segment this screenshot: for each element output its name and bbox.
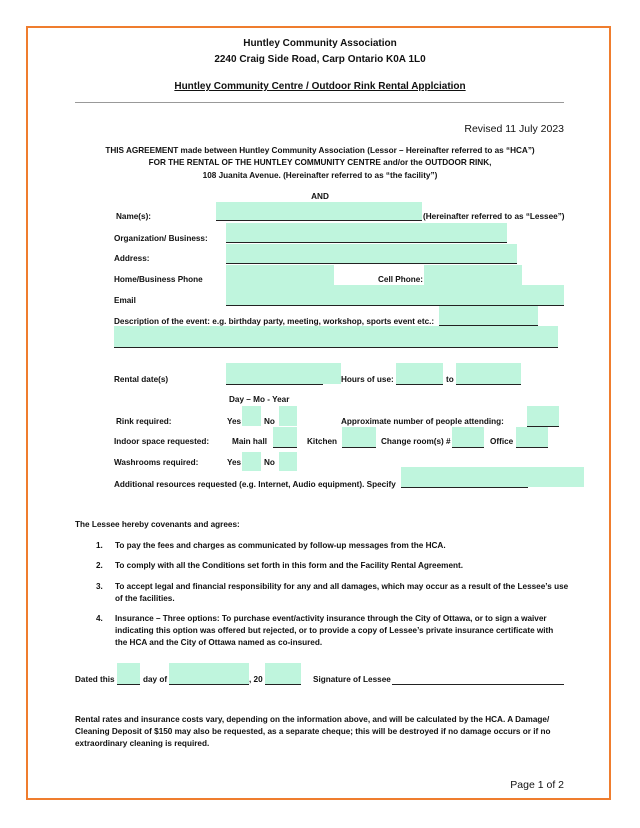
kitchen-label: Kitchen — [307, 437, 338, 446]
address-underline — [226, 263, 517, 264]
footer-note-line-1: Rental rates and insurance costs vary, depending on the information above, and will be calculated by the HCA. A Damage/ — [75, 715, 550, 724]
dated-year-underline — [265, 684, 301, 685]
covenant-number: 1. — [96, 541, 103, 550]
rink-no-label: No — [264, 417, 275, 426]
email-label: Email — [114, 296, 136, 305]
and-label: AND — [311, 192, 329, 201]
office-underline — [516, 447, 548, 448]
covenant-4-text-line-1: Insurance – Three options: To purchase event/activity insurance through the City of Ottawa, or to sign a waiver — [115, 614, 547, 623]
cell-field[interactable] — [424, 265, 522, 285]
revised-date: Revised 11 July 2023 — [464, 123, 564, 135]
main-hall-underline — [273, 447, 297, 448]
hours-to-field[interactable] — [456, 363, 521, 384]
additional-resources-underline — [401, 487, 528, 488]
day-of-label: day of — [143, 675, 168, 684]
rental-dates-field[interactable] — [226, 363, 341, 384]
change-room-underline — [452, 447, 484, 448]
additional-resources-label: Additional resources requested (e.g. Internet, Audio equipment). Specify — [114, 480, 396, 489]
dated-this-label: Dated this — [75, 675, 115, 684]
address-field[interactable] — [226, 244, 517, 263]
year-prefix: , 20 — [249, 675, 263, 684]
description-field-line-2[interactable] — [114, 326, 558, 347]
org-name: Huntley Community Association — [243, 38, 397, 49]
phone-label: Home/Business Phone — [114, 275, 203, 284]
covenant-3-text-line-2: of the facilities. — [115, 594, 175, 603]
footer-note-line-3: extraordinary cleaning is required. — [75, 739, 210, 748]
covenants-intro: The Lessee hereby covenants and agrees: — [75, 520, 240, 529]
email-field[interactable] — [226, 285, 564, 305]
footer-note-line-2: Cleaning Deposit of $150 may also be requested, as a separate cheque; this will be destroyed if no damage occurs or if no — [75, 727, 551, 736]
hours-to-underline — [456, 384, 521, 385]
additional-resources-field[interactable] — [401, 467, 584, 487]
description-field[interactable] — [439, 306, 538, 325]
page-number: Page 1 of 2 — [510, 779, 564, 791]
dated-day-field[interactable] — [117, 663, 140, 684]
rink-label: Rink required: — [116, 417, 172, 426]
washrooms-no-box[interactable] — [279, 452, 297, 471]
form-title: Huntley Community Centre / Outdoor Rink Rental Applciation — [174, 81, 466, 92]
dated-month-underline — [169, 684, 249, 685]
dated-year-field[interactable] — [265, 663, 301, 684]
dated-month-field[interactable] — [169, 663, 249, 684]
office-label: Office — [490, 437, 514, 446]
signature-label: Signature of Lessee — [313, 675, 391, 684]
attendance-field[interactable] — [527, 406, 559, 426]
dated-day-underline — [117, 684, 140, 685]
agreement-line-3: 108 Juanita Avenue. (Hereinafter referred to as “the facility”) — [202, 171, 438, 180]
names-label: Name(s): — [116, 212, 152, 221]
date-format-hint: Day – Mo - Year — [229, 395, 290, 404]
main-hall-label: Main hall — [232, 437, 268, 446]
main-hall-box[interactable] — [273, 427, 297, 447]
names-field[interactable] — [216, 202, 422, 220]
address-label: Address: — [114, 254, 150, 263]
hours-from-field[interactable] — [396, 363, 443, 384]
office-box[interactable] — [516, 427, 548, 447]
rink-yes-box[interactable] — [242, 406, 261, 426]
rink-yes-label: Yes — [227, 417, 242, 426]
indoor-space-label: Indoor space requested: — [114, 437, 210, 446]
covenant-number: 3. — [96, 582, 103, 591]
covenant-4-text-line-2: indicating this option was offered but rejected, or to provide a copy of Lessee’s private insurance certificate with — [115, 626, 554, 635]
covenant-2-text: To comply with all the Conditions set forth in this form and the Facility Rental Agreement. — [115, 561, 463, 570]
change-room-box[interactable] — [452, 427, 484, 447]
organization-label: Organization/ Business: — [114, 234, 208, 243]
org-address: 2240 Craig Side Road, Carp Ontario K0A 1L0 — [214, 54, 426, 65]
description-underline-2 — [114, 347, 558, 348]
names-underline — [216, 220, 422, 221]
organization-underline — [226, 242, 507, 243]
to-label: to — [446, 375, 454, 384]
organization-field[interactable] — [226, 223, 507, 242]
covenant-number: 4. — [96, 614, 103, 623]
washrooms-no-label: No — [264, 458, 275, 467]
divider — [75, 102, 564, 103]
kitchen-underline — [342, 447, 376, 448]
rental-dates-underline — [226, 384, 323, 385]
phone-field[interactable] — [226, 265, 334, 285]
cell-label: Cell Phone: — [378, 275, 424, 284]
covenant-4-text-line-3: the HCA and the City of Ottawa named as co-insured. — [115, 638, 323, 647]
description-label: Description of the event: e.g. birthday party, meeting, workshop, sports event etc.: — [114, 317, 435, 326]
covenant-3-text-line-1: To accept legal and financial responsibility for any and all damages, which may occur as a result of the Lessee’s use — [115, 582, 569, 591]
washrooms-label: Washrooms required: — [114, 458, 199, 467]
kitchen-box[interactable] — [342, 427, 376, 447]
hours-from-underline — [396, 384, 443, 385]
covenant-number: 2. — [96, 561, 103, 570]
agreement-line-2: FOR THE RENTAL OF THE HUNTLEY COMMUNITY CENTRE and/or the OUTDOOR RINK, — [148, 158, 492, 167]
washrooms-yes-box[interactable] — [242, 452, 261, 471]
hours-label: Hours of use: — [341, 375, 394, 384]
change-room-label: Change room(s) # — [381, 437, 451, 446]
approx-attending-label: Approximate number of people attending: — [341, 417, 504, 426]
signature-line[interactable] — [392, 684, 564, 685]
rental-dates-label: Rental date(s) — [114, 375, 169, 384]
covenant-1-text: To pay the fees and charges as communicated by follow-up messages from the HCA. — [115, 541, 446, 550]
agreement-line-1: THIS AGREEMENT made between Huntley Community Association (Lessor – Hereinafter referred to as “HCA”) — [105, 146, 535, 155]
washrooms-yes-label: Yes — [227, 458, 242, 467]
rink-no-box[interactable] — [279, 406, 297, 426]
names-suffix: (Hereinafter referred to as “Lessee”) — [423, 212, 565, 221]
